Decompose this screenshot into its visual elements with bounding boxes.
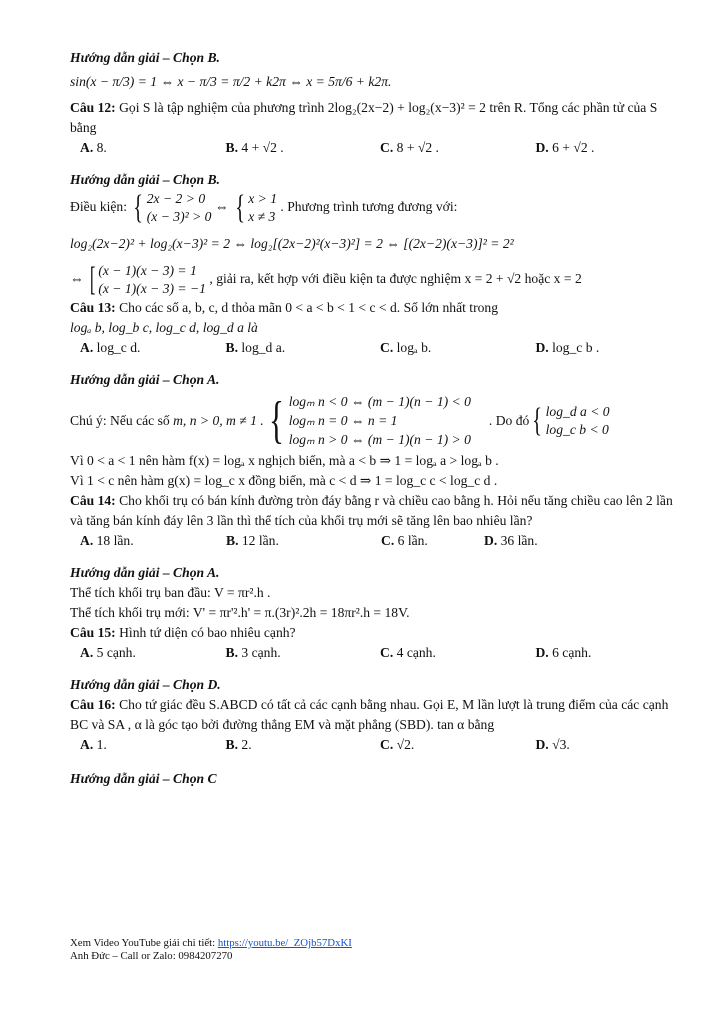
equation-log: log₂(2x−2)² + log₂(x−3)² = 2 ⇔ log₂[(2x−2)²(x−3)²] = 2 ⇔ [(2x−2)(x−3)]² = 2²	[70, 236, 514, 251]
options-q13	[70, 340, 675, 356]
youtube-link[interactable]: https://youtu.be/_ZOjb57DxKI	[217, 937, 352, 949]
option-a[interactable]: A. 1.	[80, 737, 107, 752]
page-footer	[70, 937, 352, 963]
explanation-line: Vì 1 < c nên hàm g(x) = log_c x đồng biến, mà c < d ⇒ 1 = log_c c < log_c d .	[70, 473, 498, 488]
option-b[interactable]: B. 4 + √2 .	[225, 140, 284, 155]
question-15: Câu 15: Hình tứ diện có bao nhiêu cạnh?	[70, 625, 296, 640]
question-14: Câu 14: Cho khối trụ có bán kính đường tròn đáy bằng r và chiều cao bằng h. Hỏi nếu tăng chiều cao lên 2 lần và tăng bán kính đáy lên 3 lần thì thể tích của khối trụ mới sẽ tăng lên bao nhiêu lần?	[70, 493, 673, 528]
options-q12	[70, 140, 675, 156]
option-d[interactable]: D. log_c b .	[535, 340, 600, 355]
solution-heading: Hướng dẫn giải – Chọn C	[70, 771, 217, 786]
condition-system: { 2x − 2 > 0 (x − 3)² > 0	[133, 189, 212, 226]
option-c[interactable]: C. 4 cạnh.	[380, 645, 436, 660]
question-13: Câu 13: Cho các số a, b, c, d thỏa mãn 0 < a < b < 1 < c < d. Số lớn nhất trong logₐ b, log_b c, log_c d, log_d a là	[70, 300, 498, 335]
option-a[interactable]: A. 18 lần.	[80, 533, 134, 548]
option-c[interactable]: C. 8 + √2 .	[380, 140, 439, 155]
solution-heading: Hướng dẫn giải – Chọn B.	[70, 50, 220, 65]
volume-line: Thể tích khối trụ mới: V' = πr'².h' = π.(3r)².2h = 18πr².h = 18V.	[70, 605, 410, 620]
options-q15	[70, 645, 675, 661]
condition-result: { x > 1 x ≠ 3	[235, 189, 277, 226]
solution-heading: Hướng dẫn giải – Chọn D.	[70, 677, 221, 692]
options-q14	[70, 533, 675, 549]
option-d[interactable]: D. 6 cạnh.	[535, 645, 592, 660]
condition-line: Điều kiện: { 2x − 2 > 0 (x − 3)² > 0 ⇔ { x > 1 x ≠ 3 . Phương trình tương đương với:	[70, 189, 458, 226]
option-b[interactable]: B. log_d a.	[225, 340, 286, 355]
volume-line: Thể tích khối trụ ban đầu: V = πr².h .	[70, 585, 271, 600]
option-b[interactable]: B. 12 lần.	[226, 533, 279, 548]
document-page	[70, 48, 675, 789]
footer-video-line: Xem Video YouTube giải chi tiết: https://youtu.be/_ZOjb57DxKI	[70, 937, 352, 949]
system-line: ⇔ [ (x − 1)(x − 3) = 1 (x − 1)(x − 3) = −1 , giải ra, kết hợp với điều kiện ta được nghiệm x = 2 + √2 hoặc x = 2	[70, 261, 582, 298]
option-c[interactable]: C. logₐ b.	[380, 340, 432, 355]
option-d[interactable]: D. √3.	[535, 737, 570, 752]
equation-sin: sin(x − π/3) = 1 ⇔ x − π/3 = π/2 + k2π ⇔ x = 5π/6 + k2π.	[70, 74, 392, 89]
option-a[interactable]: A. 5 cạnh.	[80, 645, 136, 660]
solution-set-bracket: [ (x − 1)(x − 3) = 1 (x − 1)(x − 3) = −1	[89, 261, 206, 298]
explanation-line: Vì 0 < a < 1 nên hàm f(x) = logₐ x nghịch biến, mà a < b ⇒ 1 = logₐ a > logₐ b .	[70, 453, 499, 468]
footer-contact: Anh Đức – Call or Zalo: 0984207270	[70, 950, 233, 962]
option-a[interactable]: A. 8.	[80, 140, 107, 155]
note-line: Chú ý: Nếu các số m, n > 0, m ≠ 1 . { logₘ n < 0 ⇔ (m − 1)(n − 1) < 0 logₘ n = 0 ⇔ n = 1 logₘ n > 0 ⇔ (m − 1)(n − 1) > 0 . Do đó { log_d a < 0 log_c b < 0	[70, 391, 610, 449]
options-q16	[70, 737, 675, 753]
option-b[interactable]: B. 3 cạnh.	[225, 645, 281, 660]
solution-heading: Hướng dẫn giải – Chọn A.	[70, 372, 220, 387]
option-c[interactable]: C. √2.	[380, 737, 415, 752]
question-16: Câu 16: Cho tứ giác đều S.ABCD có tất cả các cạnh bằng nhau. Gọi E, M lần lượt là trung điểm của các cạnh BC và SA , α là góc tạo bởi đường thẳng EM và mặt phẳng (SBD). tan α bằng	[70, 697, 669, 732]
note-system: { logₘ n < 0 ⇔ (m − 1)(n − 1) < 0 logₘ n = 0 ⇔ n = 1 logₘ n > 0 ⇔ (m − 1)(n − 1) > 0	[268, 391, 471, 449]
note-result: { log_d a < 0 log_c b < 0	[532, 401, 610, 439]
question-12: Câu 12: Gọi S là tập nghiệm của phương trình 2log₂(2x−2) + log₂(x−3)² = 2 trên R. Tổng các phần tử của S bằng	[70, 100, 658, 135]
solution-heading: Hướng dẫn giải – Chọn B.	[70, 172, 220, 187]
option-b[interactable]: B. 2.	[225, 737, 252, 752]
option-d[interactable]: D. 36 lần.	[484, 533, 538, 548]
option-a[interactable]: A. log_c d.	[80, 340, 141, 355]
option-c[interactable]: C. 6 lần.	[381, 533, 428, 548]
option-d[interactable]: D. 6 + √2 .	[535, 140, 595, 155]
solution-heading: Hướng dẫn giải – Chọn A.	[70, 565, 220, 580]
